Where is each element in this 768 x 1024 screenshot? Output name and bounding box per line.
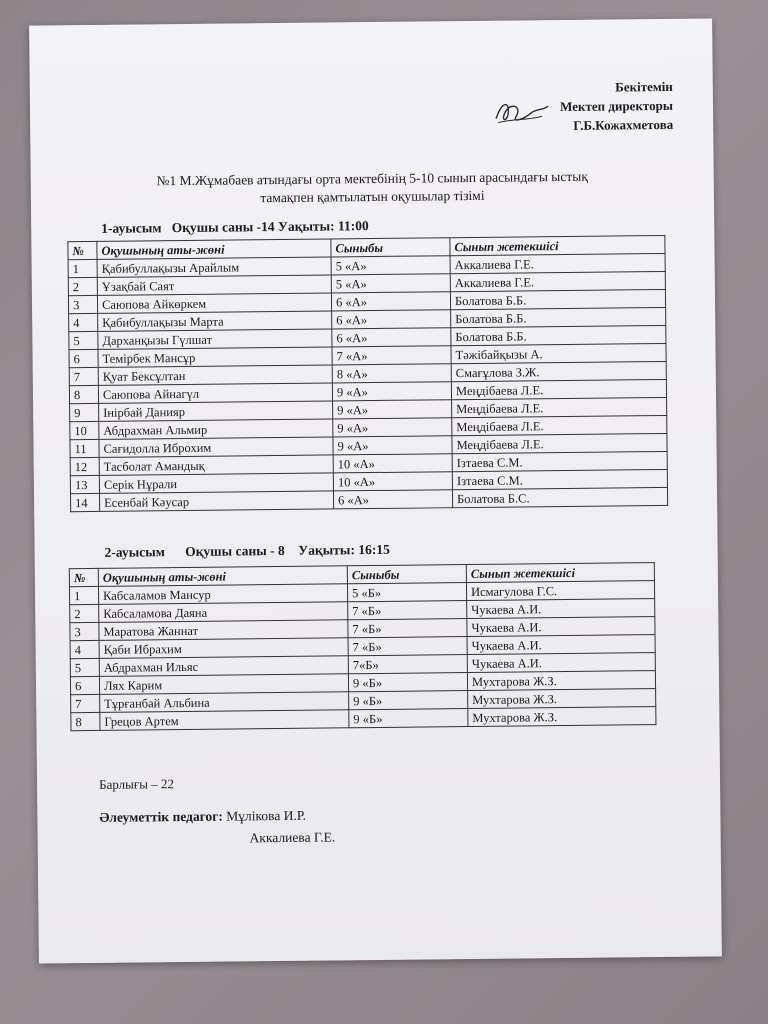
class-teacher: Ізтаева С.М. <box>452 451 667 471</box>
student-name: Кабсаламов Мансур <box>98 584 347 605</box>
student-name: Абдрахман Ильяс <box>99 656 348 677</box>
class-teacher: Мухтарова Ж.З. <box>468 707 656 727</box>
shift1-header: 1-ауысым Оқушы саны -14 Уақыты: 11:00 <box>101 218 369 236</box>
grade: 5 «А» <box>331 256 450 275</box>
class-teacher: Меңдібаева Л.Е. <box>451 379 666 399</box>
class-teacher: Болатова Б.Б. <box>450 289 665 309</box>
col-grade: Сыныбы <box>347 565 466 584</box>
approval-director-name: Г.Б.Кожахметова <box>573 116 674 133</box>
col-number: № <box>69 568 98 586</box>
shift2-rows <box>69 581 655 731</box>
class-teacher: Чукаева А.И. <box>467 635 655 655</box>
student-name: Қабибуллақызы Марта <box>98 311 332 331</box>
col-name: Оқушының аты-жөні <box>97 239 331 259</box>
grade: 7 «Б» <box>348 601 467 620</box>
row-number: 3 <box>70 622 99 640</box>
row-number: 4 <box>69 313 98 331</box>
social-pedagog-block <box>99 804 335 850</box>
class-teacher: Чукаева А.И. <box>467 653 655 673</box>
row-number: 9 <box>70 403 99 421</box>
student-name: Саюпова Айкөркем <box>97 293 331 313</box>
grade: 7«Б» <box>348 655 467 674</box>
student-name: Қабибуллақызы Арайлым <box>97 257 331 277</box>
class-teacher: Меңдібаева Л.Е. <box>452 433 667 453</box>
class-teacher: Тәжібайқызы А. <box>451 343 666 363</box>
row-number: 1 <box>69 586 98 604</box>
student-name: Ұзақбай Саят <box>97 275 331 295</box>
class-teacher: Болатова Б.Б. <box>451 325 666 345</box>
grade: 7 «А» <box>332 346 451 365</box>
shift2-table <box>69 562 657 731</box>
student-name: Маратова Жаннат <box>99 620 348 641</box>
grade: 10 «А» <box>333 454 452 473</box>
row-number: 7 <box>69 367 98 385</box>
grade: 9 «Б» <box>349 709 468 728</box>
student-name: Тасболат Амандық <box>99 455 333 475</box>
student-name: Абдрахман Альмир <box>99 419 333 439</box>
student-name: Темірбек Мансұр <box>98 347 332 367</box>
row-number: 8 <box>69 385 98 403</box>
pedagog-name-1: Мұлікова И.Р. <box>226 807 307 824</box>
row-number: 4 <box>70 640 99 658</box>
row-number: 6 <box>69 349 98 367</box>
student-name: Сағидолла Иброхим <box>99 437 333 457</box>
student-name: Дарханқызы Гүлшат <box>98 329 332 349</box>
row-number: 11 <box>70 439 99 457</box>
shift1-table <box>67 235 668 512</box>
grade: 6 «А» <box>332 328 451 347</box>
row-number: 5 <box>70 658 99 676</box>
class-teacher: Болатова Б.С. <box>452 487 667 507</box>
class-teacher: Смағұлова З.Ж. <box>451 361 666 381</box>
grade: 6 «А» <box>331 292 450 311</box>
grade: 9 «А» <box>332 382 451 401</box>
student-name: Қаби Ибрахим <box>99 638 348 659</box>
row-number: 6 <box>70 676 99 694</box>
student-name: Кабсаламова Даяна <box>99 602 348 623</box>
row-number: 2 <box>70 604 99 622</box>
grade: 6 «А» <box>333 490 452 509</box>
approval-block <box>560 77 673 135</box>
approval-title: Бекітемін <box>615 78 673 95</box>
student-name: Қуат Бексұлтан <box>98 365 332 385</box>
row-number: 10 <box>70 421 99 439</box>
grade: 7 «Б» <box>348 637 467 656</box>
grade: 7 «Б» <box>348 619 467 638</box>
approval-position: Мектеп директоры <box>559 97 674 115</box>
grade: 8 «А» <box>332 364 451 383</box>
shift2-header: 2-ауысым Оқушы саны - 8 Уақыты: 16:15 <box>104 541 390 560</box>
row-number: 7 <box>71 694 100 712</box>
class-teacher: Меңдібаева Л.Е. <box>452 397 667 417</box>
class-teacher: Чукаева А.И. <box>467 617 655 637</box>
student-name: Лях Карим <box>99 674 348 695</box>
grade: 9 «Б» <box>348 673 467 692</box>
class-teacher: Болатова Б.Б. <box>451 307 666 327</box>
student-name: Тұрғанбай Альбина <box>100 692 349 713</box>
student-name: Серік Нұрали <box>99 473 333 493</box>
row-number: 5 <box>69 331 98 349</box>
row-number: 1 <box>68 259 97 277</box>
class-teacher: Аккалиева Г.Е. <box>450 253 665 273</box>
student-name: Грецов Артем <box>100 710 349 731</box>
class-teacher: Мухтарова Ж.З. <box>468 689 656 709</box>
row-number: 12 <box>70 457 99 475</box>
total-count: Барлығы – 22 <box>98 776 174 792</box>
signature-icon <box>492 96 552 127</box>
grade: 9 «А» <box>333 436 452 455</box>
grade: 9 «Б» <box>349 691 468 710</box>
grade: 5 «Б» <box>347 583 466 602</box>
class-teacher: Меңдібаева Л.Е. <box>452 415 667 435</box>
row-number: 13 <box>70 475 99 493</box>
grade: 5 «А» <box>331 274 450 293</box>
grade: 9 «А» <box>333 418 452 437</box>
class-teacher: Аккалиева Г.Е. <box>450 271 665 291</box>
col-name: Оқушының аты-жөні <box>98 566 347 587</box>
student-name: Інірбай Данияр <box>99 401 333 421</box>
student-name: Есенбай Кәусар <box>100 491 334 511</box>
pedagog-name-2: Аккалиева Г.Е. <box>249 829 336 846</box>
class-teacher: Чукаева А.И. <box>467 599 655 619</box>
shift1-rows <box>68 253 668 511</box>
grade: 9 «А» <box>333 400 452 419</box>
grade: 10 «А» <box>333 472 452 491</box>
row-number: 2 <box>68 277 97 295</box>
col-grade: Сыныбы <box>331 238 450 257</box>
title-line-2: тамақпен қамтылатын оқушылар тізімі <box>260 187 485 206</box>
document-title <box>71 167 674 209</box>
col-teacher: Сынып жетекшісі <box>466 563 654 583</box>
row-number: 8 <box>71 712 100 730</box>
class-teacher: Мухтарова Ж.З. <box>467 671 655 691</box>
row-number: 3 <box>68 295 97 313</box>
col-number: № <box>68 241 97 259</box>
pedagog-label: Әлеуметтік педагог: <box>99 808 223 825</box>
row-number: 14 <box>71 493 100 511</box>
title-line-1: №1 М.Жұмабаев атындағы орта мектебінің 5-10 сынып арасындағы ыстық <box>156 168 588 189</box>
grade: 6 «А» <box>332 310 451 329</box>
class-teacher: Исмагулова Г.С. <box>466 581 654 601</box>
col-teacher: Сынып жетекшісі <box>450 235 665 255</box>
student-name: Саюпова Айнагүл <box>98 383 332 403</box>
document-page <box>29 18 722 963</box>
class-teacher: Ізтаева С.М. <box>452 469 667 489</box>
